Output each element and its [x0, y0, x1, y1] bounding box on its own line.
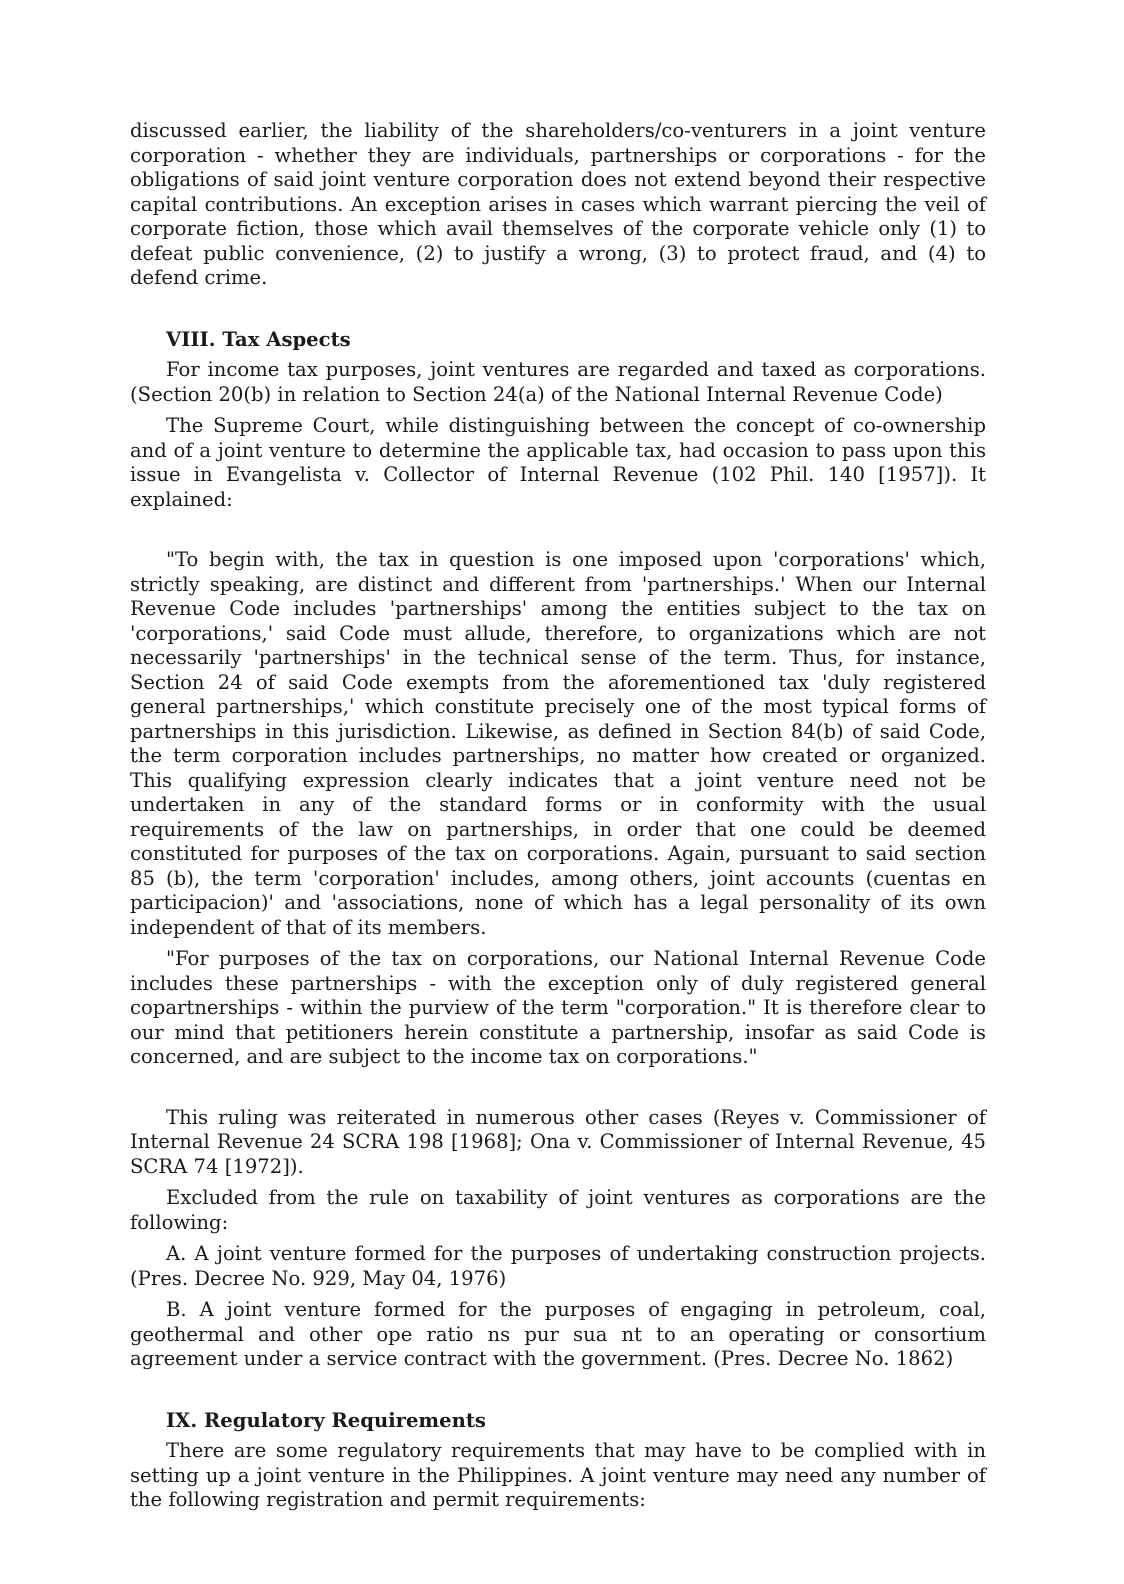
paragraph: Excluded from the rule on taxability of joint ventures as corporations are the following: — [130, 1186, 986, 1234]
section-heading-regulatory-requirements: IX. Regulatory Requirements — [166, 1408, 486, 1432]
document-page — [130, 119, 986, 1513]
paragraph: There are some regulatory requirements that may have to be complied with in setting up a joint venture in the Philippines. A joint venture may need any number of the following registration and permit requirements: — [130, 1439, 986, 1511]
intro-paragraph: discussed earlier, the liability of the shareholders/co-venturers in a joint venture corporation - whether they are individuals, partnerships or corporations - for the obligations of said joint venture corporation does not extend beyond their respective capital contributions. An exception arises in cases which warrant piercing the veil of corporate fiction, those which avail themselves of the corporate vehicle only (1) to defeat public convenience, (2) to justify a wrong, (3) to protect fraud, and (4) to defend crime. — [130, 119, 986, 289]
paragraph: For income tax purposes, joint ventures are regarded and taxed as corporations. (Section 20(b) in relation to Section 24(a) of the National Internal Revenue Code) — [130, 358, 986, 406]
paragraph: The Supreme Court, while distinguishing between the concept of co-ownership and of a joint venture to determine the applicable tax, had occasion to pass upon this issue in Evangelista v. Collector of Internal Revenue (102 Phil. 140 [1957]). It explained: — [130, 414, 986, 511]
paragraph: This ruling was reiterated in numerous other cases (Reyes v. Commissioner of Internal Revenue 24 SCRA 198 [1968]; Ona v. Commissioner of Internal Revenue, 45 SCRA 74 [1972]). — [130, 1105, 986, 1178]
list-item: A. A joint venture formed for the purposes of undertaking construction projects. (Pres. Decree No. 929, May 04, 1976) — [130, 1242, 986, 1290]
section-heading-tax-aspects: VIII. Tax Aspects — [166, 327, 351, 351]
quote-paragraph: "For purposes of the tax on corporations, our National Internal Revenue Code includes these partnerships - with the exception only of duly registered general copartnerships - within the purview of the term "corporation." It is therefore clear to our mind that petitioners herein constitute a partnership, insofar as said Code is concerned, and are subject to the income tax on corporations." — [130, 947, 986, 1068]
block-quote — [130, 548, 986, 1070]
list-item: B. A joint venture formed for the purposes of engaging in petroleum, coal, geothermal and other ope ratio ns pur sua nt to an operating or consortium agreement under a service contract with the government. (Pres. Decree No. 1862) — [130, 1298, 986, 1370]
quote-paragraph: "To begin with, the tax in question is one imposed upon 'corporations' which, strictly speaking, are distinct and different from 'partnerships.' When our Internal Revenue Code includes 'partnerships' among the entities subject to the tax on 'corporations,' said Code must allude, therefore, to organizations which are not necessarily 'partnerships' in the technical sense of the term. Thus, for instance, Section 24 of said Code exempts from the aforementioned tax 'duly registered general partnerships,' which constitute precisely one of the most typical forms of partnerships in this jurisdiction. Likewise, as defined in Section 84(b) of said Code, the term corporation includes partnerships, no matter how created or organized. This qualifying expression clearly indicates that a joint venture need not be undertaken in any of the standard forms or in conformity with the usual requirements of the law on partnerships, in order that one could be deemed constituted for purposes of the tax on corporations. Again, pursuant to said section 85 (b), the term 'corporation' includes, among others, joint accounts (cuentas en participacion)' and 'associations, none of which has a legal personality of its own independent of that of its members. — [130, 548, 986, 939]
